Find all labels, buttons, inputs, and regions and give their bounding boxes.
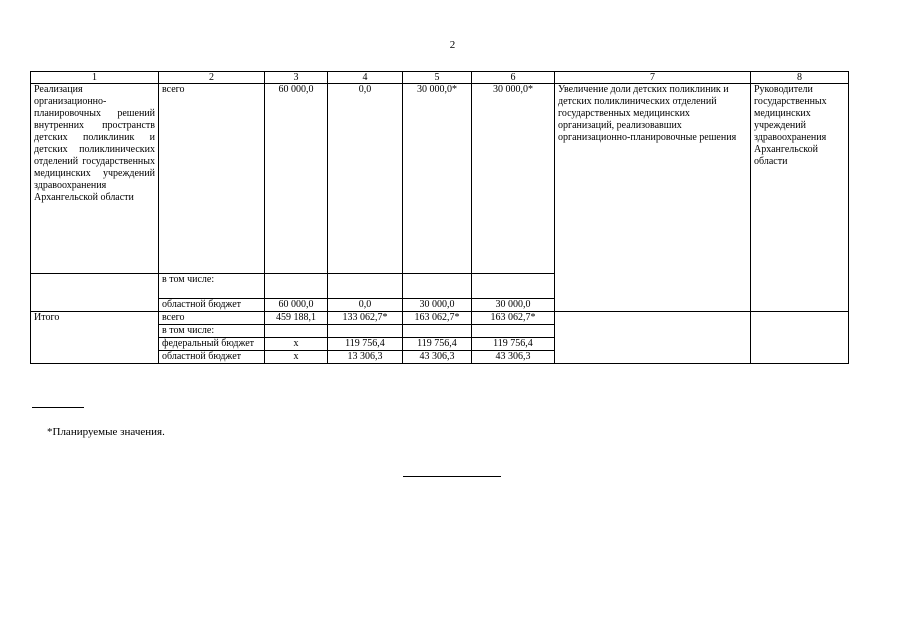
column-header: 5 <box>403 72 472 84</box>
row-label: в том числе: <box>159 324 265 337</box>
value-cell <box>472 274 555 299</box>
value-cell: 30 000,0* <box>403 84 472 274</box>
value-cell <box>403 274 472 299</box>
value-cell: 163 062,7* <box>403 311 472 324</box>
value-cell <box>265 324 328 337</box>
column-header: 4 <box>328 72 403 84</box>
responsible-cell: Руководители государственных медицинских учреждений здравоохранения Архангельской области <box>751 84 849 312</box>
value-cell: 163 062,7* <box>472 311 555 324</box>
empty-cell <box>751 311 849 363</box>
column-header-row <box>31 72 849 84</box>
table-row <box>31 311 849 324</box>
value-cell: 133 062,7* <box>328 311 403 324</box>
value-cell: 0,0 <box>328 84 403 274</box>
value-cell <box>403 324 472 337</box>
value-cell <box>328 324 403 337</box>
value-cell: 43 306,3 <box>472 350 555 363</box>
empty-cell <box>31 298 159 311</box>
column-header: 1 <box>31 72 159 84</box>
value-cell: х <box>265 350 328 363</box>
row-label: в том числе: <box>159 274 265 299</box>
footnote-divider <box>32 407 84 408</box>
column-header: 6 <box>472 72 555 84</box>
page-number: 2 <box>449 39 456 51</box>
end-divider <box>403 476 501 477</box>
value-cell: 459 188,1 <box>265 311 328 324</box>
value-cell: 30 000,0* <box>472 84 555 274</box>
value-cell: х <box>265 337 328 350</box>
value-cell: 119 756,4 <box>472 337 555 350</box>
activity-name: Реализация организационно-планировочных решений внутренних пространств детских поликлиник и детских поликлинических отделений государственных медицинских учреждений здравоохранения Архангельской области <box>31 84 159 274</box>
row-label: федеральный бюджет <box>159 337 265 350</box>
budget-table <box>30 71 849 364</box>
column-header: 8 <box>751 72 849 84</box>
footnote: *Планируемые значения. <box>47 426 165 438</box>
value-cell: 43 306,3 <box>403 350 472 363</box>
column-header: 7 <box>555 72 751 84</box>
value-cell: 119 756,4 <box>328 337 403 350</box>
row-label: всего <box>159 311 265 324</box>
table-row <box>31 84 849 274</box>
indicator-cell: Увеличение доли детских поликлиник и детских поликлинических отделений государственных медицинских организаций, реализовавших организационно-планировочные решения <box>555 84 751 312</box>
value-cell: 60 000,0 <box>265 84 328 274</box>
value-cell: 13 306,3 <box>328 350 403 363</box>
value-cell: 119 756,4 <box>403 337 472 350</box>
value-cell: 30 000,0 <box>403 298 472 311</box>
row-label: всего <box>159 84 265 274</box>
row-label: областной бюджет <box>159 350 265 363</box>
value-cell: 60 000,0 <box>265 298 328 311</box>
column-header: 3 <box>265 72 328 84</box>
empty-cell <box>31 274 159 299</box>
value-cell <box>328 274 403 299</box>
column-header: 2 <box>159 72 265 84</box>
total-label: Итого <box>31 311 159 363</box>
row-label: областной бюджет <box>159 298 265 311</box>
value-cell <box>265 274 328 299</box>
value-cell: 0,0 <box>328 298 403 311</box>
value-cell: 30 000,0 <box>472 298 555 311</box>
empty-cell <box>555 311 751 363</box>
value-cell <box>472 324 555 337</box>
